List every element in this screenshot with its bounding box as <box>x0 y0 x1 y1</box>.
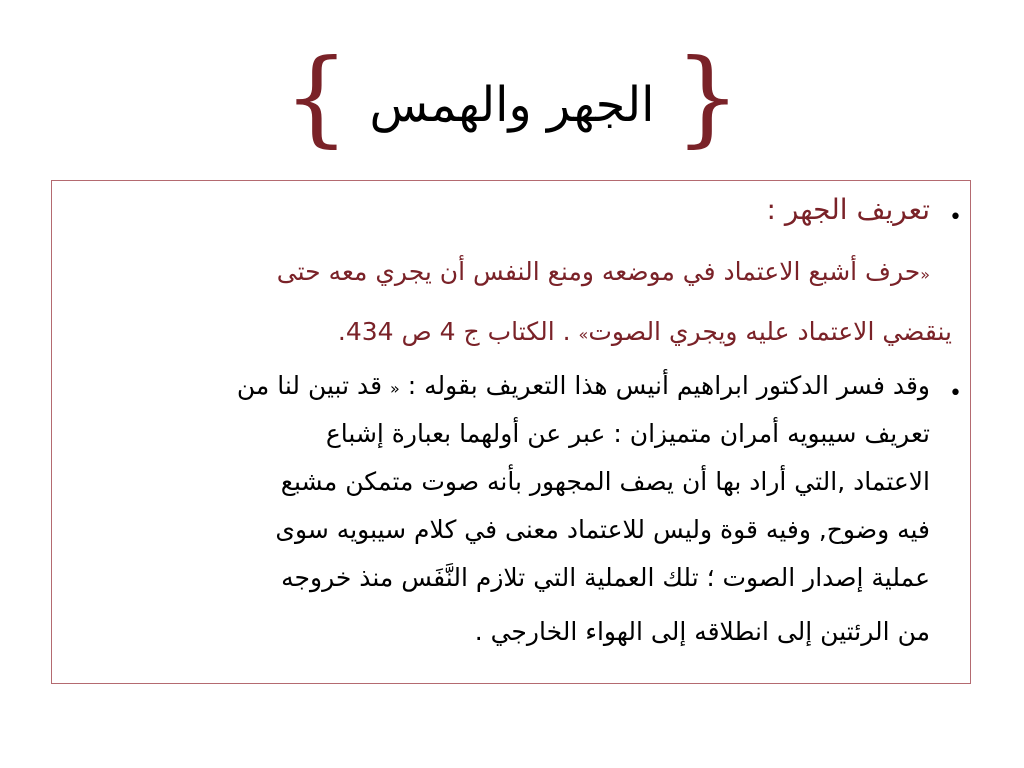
brace-close: } <box>674 36 741 158</box>
quote-line-2 <box>338 317 952 346</box>
citation: . الكتاب ج 4 ص 434. <box>337 317 571 346</box>
body-line-4 <box>275 515 930 544</box>
quote-line-1 <box>277 257 930 286</box>
quote-line-2-text: ينقضي الاعتماد عليه ويجري الصوت <box>588 317 952 346</box>
body-line-1-text: وقد فسر الدكتور ابراهيم أنيس هذا التعريف بقوله : <box>407 371 930 400</box>
body-line-6-text: من الرئتين إلى انطلاقه إلى الهواء الخارجي . <box>474 617 930 646</box>
quote-line-1-text: حرف أشبع الاعتماد في موضعه ومنع النفس أن يجري معه حتى <box>276 257 921 286</box>
body-line-2-text: تعريف سيبويه أمران متميزان : عبر عن أولهما بعبارة إشباع <box>325 419 930 448</box>
body-line-3 <box>281 467 930 496</box>
body-line-1-tail: قد تبين لنا من <box>236 371 383 400</box>
title-row <box>0 36 1024 170</box>
body-line-3-text: الاعتماد ,التي أراد بها أن يصف المجهور بأنه صوت متمكن مشبع <box>280 467 930 496</box>
body-line-4-text: فيه وضوح, وفيه قوة وليس للاعتماد معنى في كلام سيبويه سوى <box>275 515 930 544</box>
definition-heading-text: تعريف الجهر : <box>766 193 930 226</box>
content-box <box>51 180 971 684</box>
body-line-2 <box>326 419 930 448</box>
quote-close-mark: » <box>578 325 589 344</box>
body-quote-mark: « <box>390 379 400 398</box>
definition-heading <box>766 193 930 226</box>
body-line-5-text: عملية إصدار الصوت ؛ تلك العملية التي تلازم النَّفَس منذ خروجه <box>281 563 930 592</box>
quote-open-mark: « <box>920 265 930 284</box>
body-line-6 <box>475 617 930 646</box>
bullet-marker: • <box>949 381 962 406</box>
brace-open: { <box>283 36 350 158</box>
slide-title: الجهر والهمس <box>369 77 655 133</box>
body-line-1 <box>237 371 930 400</box>
body-line-5 <box>281 563 930 592</box>
bullet-marker: • <box>949 205 962 230</box>
